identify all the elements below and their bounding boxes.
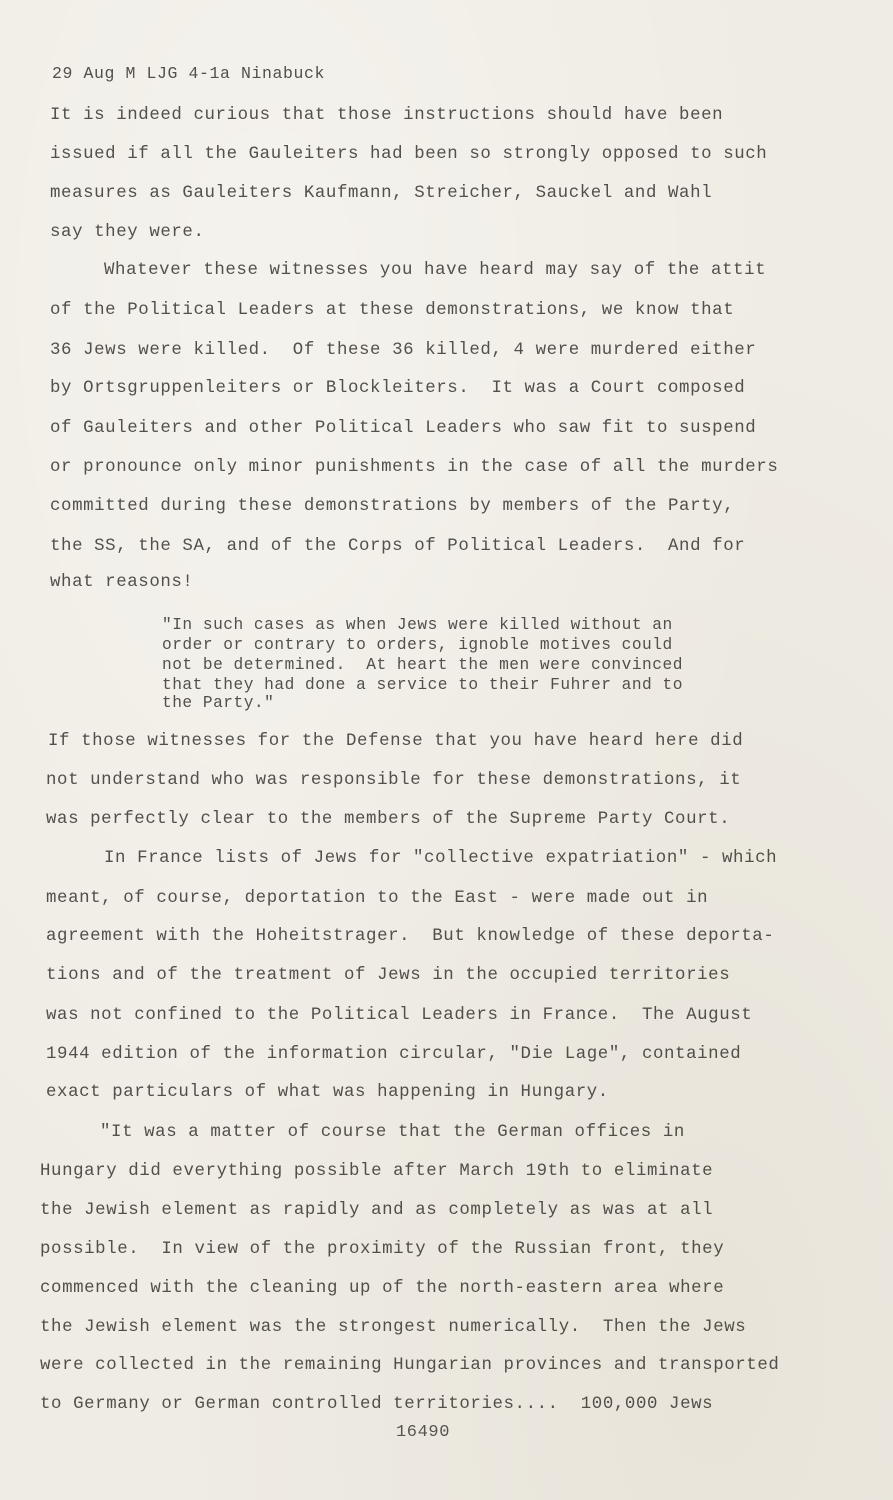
text-line: If those witnesses for the Defense that you have heard here did [48, 732, 744, 751]
text-line: measures as Gauleiters Kaufmann, Streicher, Sauckel and Wahl [50, 184, 713, 203]
text-line: were collected in the remaining Hungarian provinces and transported [40, 1356, 780, 1375]
page-number: 16490 [396, 1423, 451, 1442]
text-line: tions and of the treatment of Jews in the occupied territories [46, 966, 731, 985]
text-line: the SS, the SA, and of the Corps of Political Leaders. And for [50, 537, 746, 556]
text-line: the Jewish element as rapidly and as completely as was at all [40, 1201, 714, 1220]
quote-line: not be determined. At heart the men were convinced [162, 656, 683, 674]
text-line: of the Political Leaders at these demonstrations, we know that [50, 301, 735, 320]
text-line: possible. In view of the proximity of the Russian front, they [40, 1240, 725, 1259]
quote-line: order or contrary to orders, ignoble motives could [162, 636, 673, 654]
page-header: 29 Aug M LJG 4-1a Ninabuck [52, 64, 326, 83]
quote-line: that they had done a service to their Fuhrer and to [162, 676, 683, 694]
text-line: or pronounce only minor punishments in the case of all the murders [50, 458, 779, 477]
text-line: to Germany or German controlled territories.... 100,000 Jews [40, 1395, 714, 1414]
quote-line: the Party." [162, 694, 275, 712]
text-line: 1944 edition of the information circular, "Die Lage", contained [46, 1045, 742, 1064]
text-line: exact particulars of what was happening in Hungary. [46, 1083, 609, 1102]
text-line: In France lists of Jews for "collective expatriation" - which [104, 849, 778, 868]
text-line: of Gauleiters and other Political Leaders who saw fit to suspend [50, 419, 757, 438]
text-line: 36 Jews were killed. Of these 36 killed, 4 were murdered either [50, 341, 757, 360]
text-line: what reasons! [50, 573, 194, 592]
text-line: "It was a matter of course that the German offices in [100, 1123, 685, 1142]
text-line: Whatever these witnesses you have heard may say of the attit [104, 261, 767, 280]
text-line: agreement with the Hoheitstrager. But knowledge of these deporta- [46, 927, 775, 946]
text-line: by Ortsgruppenleiters or Blockleiters. It was a Court composed [50, 379, 746, 398]
text-line: commenced with the cleaning up of the north-eastern area where [40, 1279, 725, 1298]
text-line: It is indeed curious that those instructions should have been [50, 106, 724, 125]
text-line: was perfectly clear to the members of the Supreme Party Court. [46, 810, 731, 829]
text-line: not understand who was responsible for these demonstrations, it [46, 771, 742, 790]
text-line: committed during these demonstrations by members of the Party, [50, 497, 735, 516]
quote-line: "In such cases as when Jews were killed without an [162, 616, 673, 634]
text-line: meant, of course, deportation to the East - were made out in [46, 889, 709, 908]
text-line: say they were. [50, 223, 205, 242]
text-line: issued if all the Gauleiters had been so strongly opposed to such [50, 145, 768, 164]
text-line: the Jewish element was the strongest numerically. Then the Jews [40, 1318, 747, 1337]
text-line: was not confined to the Political Leaders in France. The August [46, 1006, 753, 1025]
text-line: Hungary did everything possible after March 19th to eliminate [40, 1162, 714, 1181]
